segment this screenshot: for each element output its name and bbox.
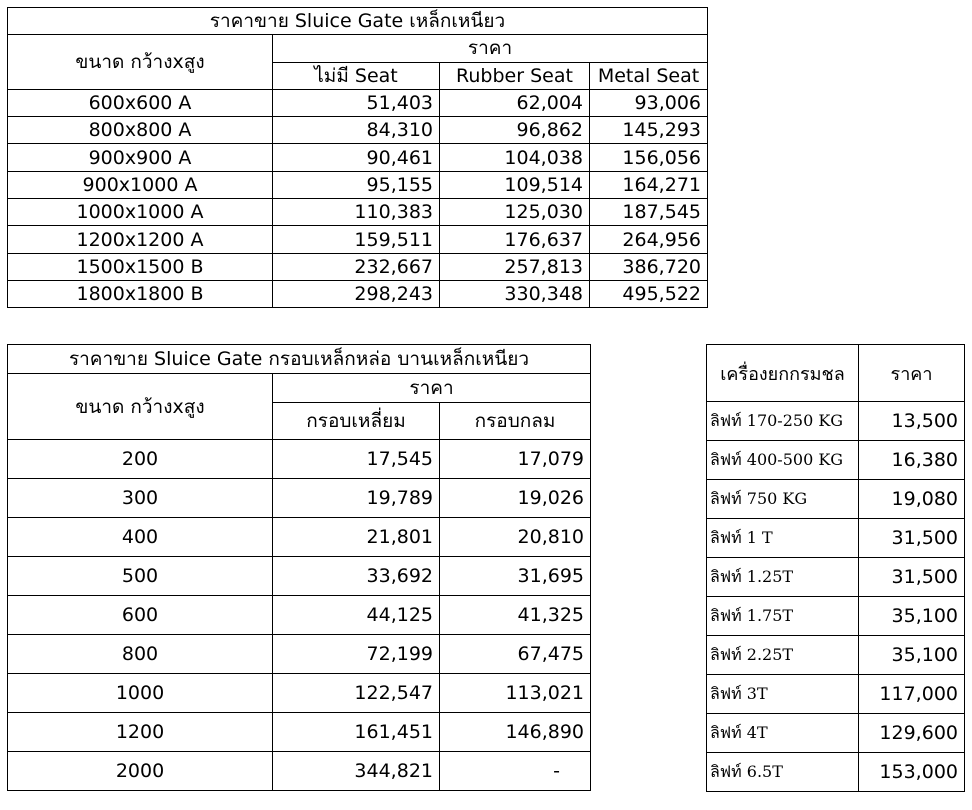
price-cell: 21,801 — [273, 518, 440, 557]
size-cell: 1000x1000 A — [8, 199, 273, 226]
price-header: ราคา — [273, 374, 591, 403]
table-row — [707, 480, 965, 519]
size-cell: 800x800 A — [8, 117, 273, 144]
table-row — [707, 402, 965, 441]
size-cell: 2000 — [8, 752, 273, 791]
hoist-price-header: ราคา — [859, 345, 965, 402]
price-cell: 232,667 — [273, 253, 440, 280]
price-cell: 146,890 — [440, 713, 591, 752]
price-cell: 109,514 — [440, 171, 590, 198]
hoist-item-cell: ลิฟท์ 1.25T — [707, 558, 859, 597]
price-cell: - — [440, 752, 591, 791]
hoist-item-cell: ลิฟท์ 4T — [707, 714, 859, 753]
hoist-price-cell: 117,000 — [859, 675, 965, 714]
price-cell: 257,813 — [440, 253, 590, 280]
price-cell: 145,293 — [590, 117, 708, 144]
price-cell: 19,789 — [273, 479, 440, 518]
hoist-price-cell: 35,100 — [859, 636, 965, 675]
price-cell: 125,030 — [440, 199, 590, 226]
hoist-price-cell: 129,600 — [859, 714, 965, 753]
table-row — [707, 636, 965, 675]
size-cell: 1500x1500 B — [8, 253, 273, 280]
table-row — [8, 479, 591, 518]
price-cell: 110,383 — [273, 199, 440, 226]
table-row — [707, 519, 965, 558]
table-row — [707, 714, 965, 753]
price-cell: 19,026 — [440, 479, 591, 518]
price-cell: 156,056 — [590, 144, 708, 171]
size-cell: 1200 — [8, 713, 273, 752]
price-cell: 95,155 — [273, 171, 440, 198]
table-title: ราคาขาย Sluice Gate กรอบเหล็กหล่อ บานเหล็กเหนียว — [8, 345, 591, 374]
hoist-item-cell: ลิฟท์ 400-500 KG — [707, 441, 859, 480]
price-cell: 51,403 — [273, 89, 440, 116]
table-row — [707, 675, 965, 714]
column-header: Rubber Seat — [440, 62, 590, 89]
column-header: Metal Seat — [590, 62, 708, 89]
table-row — [8, 518, 591, 557]
size-cell: 1200x1200 A — [8, 226, 273, 253]
price-cell: 62,004 — [440, 89, 590, 116]
hoist-price-cell: 13,500 — [859, 402, 965, 441]
size-cell: 200 — [8, 440, 273, 479]
hoist-item-cell: ลิฟท์ 1.75T — [707, 597, 859, 636]
price-cell: 96,862 — [440, 117, 590, 144]
price-cell: 264,956 — [590, 226, 708, 253]
price-cell: 495,522 — [590, 280, 708, 307]
table-row — [8, 440, 591, 479]
table-row — [707, 597, 965, 636]
size-cell: 600 — [8, 596, 273, 635]
table-row — [8, 144, 708, 171]
hoist-item-cell: ลิฟท์ 6.5T — [707, 753, 859, 792]
table-row — [8, 89, 708, 116]
size-cell: 800 — [8, 635, 273, 674]
hoist-item-cell: ลิฟท์ 1 T — [707, 519, 859, 558]
table-row — [8, 635, 591, 674]
price-cell: 17,545 — [273, 440, 440, 479]
table-row — [8, 226, 708, 253]
hoist-item-cell: ลิฟท์ 3T — [707, 675, 859, 714]
table-row — [8, 199, 708, 226]
table-row — [707, 753, 965, 792]
steel-gate-price-table — [7, 7, 708, 308]
price-cell: 84,310 — [273, 117, 440, 144]
hoist-item-cell: ลิฟท์ 170-250 KG — [707, 402, 859, 441]
price-cell: 93,006 — [590, 89, 708, 116]
price-cell: 72,199 — [273, 635, 440, 674]
table-row — [8, 713, 591, 752]
price-cell: 113,021 — [440, 674, 591, 713]
hoist-price-cell: 153,000 — [859, 753, 965, 792]
table-title: ราคาขาย Sluice Gate เหล็กเหนียว — [8, 8, 708, 35]
table-row — [8, 596, 591, 635]
table-row — [8, 674, 591, 713]
column-header: กรอบเหลี่ยม — [273, 403, 440, 440]
size-cell: 1000 — [8, 674, 273, 713]
table-row — [8, 557, 591, 596]
table-row — [8, 253, 708, 280]
hoist-price-cell: 31,500 — [859, 558, 965, 597]
price-cell: 41,325 — [440, 596, 591, 635]
price-cell: 31,695 — [440, 557, 591, 596]
size-cell: 900x1000 A — [8, 171, 273, 198]
hoist-price-cell: 31,500 — [859, 519, 965, 558]
size-cell: 900x900 A — [8, 144, 273, 171]
size-cell: 300 — [8, 479, 273, 518]
table-row — [707, 558, 965, 597]
cast-frame-gate-price-table — [7, 344, 591, 791]
hoist-price-cell: 35,100 — [859, 597, 965, 636]
price-cell: 164,271 — [590, 171, 708, 198]
table-row — [8, 752, 591, 791]
hoist-item-cell: ลิฟท์ 2.25T — [707, 636, 859, 675]
price-cell: 17,079 — [440, 440, 591, 479]
hoist-item-cell: ลิฟท์ 750 KG — [707, 480, 859, 519]
hoist-item-header: เครื่องยกกรมชล — [707, 345, 859, 402]
price-cell: 344,821 — [273, 752, 440, 791]
hoist-price-cell: 19,080 — [859, 480, 965, 519]
price-cell: 104,038 — [440, 144, 590, 171]
table-row — [707, 441, 965, 480]
hoist-price-table — [706, 344, 965, 792]
price-cell: 90,461 — [273, 144, 440, 171]
column-header: กรอบกลม — [440, 403, 591, 440]
table-row — [8, 280, 708, 307]
price-cell: 20,810 — [440, 518, 591, 557]
price-cell: 159,511 — [273, 226, 440, 253]
table-row — [8, 171, 708, 198]
size-header: ขนาด กว้างxสูง — [8, 35, 273, 90]
price-header: ราคา — [273, 35, 708, 62]
table-row — [8, 117, 708, 144]
price-cell: 298,243 — [273, 280, 440, 307]
size-cell: 500 — [8, 557, 273, 596]
price-cell: 330,348 — [440, 280, 590, 307]
size-header: ขนาด กว้างxสูง — [8, 374, 273, 440]
price-cell: 122,547 — [273, 674, 440, 713]
price-cell: 161,451 — [273, 713, 440, 752]
price-cell: 67,475 — [440, 635, 591, 674]
hoist-price-cell: 16,380 — [859, 441, 965, 480]
size-cell: 400 — [8, 518, 273, 557]
column-header: ไม่มี Seat — [273, 62, 440, 89]
price-cell: 176,637 — [440, 226, 590, 253]
size-cell: 600x600 A — [8, 89, 273, 116]
price-cell: 33,692 — [273, 557, 440, 596]
price-cell: 386,720 — [590, 253, 708, 280]
price-cell: 187,545 — [590, 199, 708, 226]
size-cell: 1800x1800 B — [8, 280, 273, 307]
price-cell: 44,125 — [273, 596, 440, 635]
